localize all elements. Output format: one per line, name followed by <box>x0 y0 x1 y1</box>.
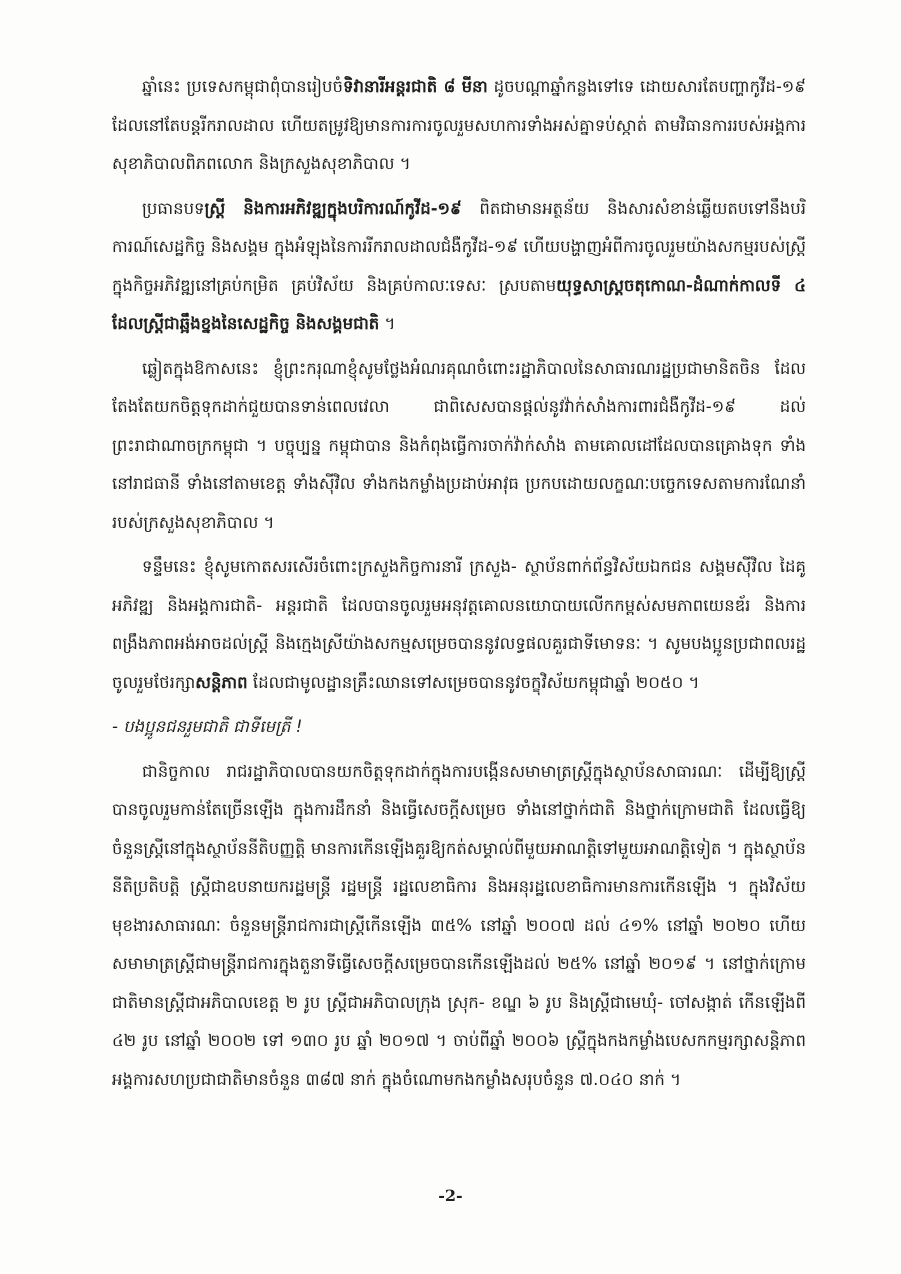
bold-text: ទិវានារីអន្តរជាតិ ៨ មីនា <box>342 77 488 96</box>
paragraph <box>112 753 806 1100</box>
bold-text: សន្តិភាព <box>195 672 248 692</box>
paragraph-text: ពិតជាមានអត្ថន័យ និងសារសំខាន់ឆ្លើយតបទៅនឹងបរិការណ៍សេដ្ឋកិច្ច និងសង្គម ក្នុងអំឡុងនៃការរីករាលដាលជំងឺកូវីដ-១៩ ហើយបង្ហាញអំពីការចូលរួមយ៉ាងសកម្មរបស់ស្ត្រីក្នុងកិច្ចអភិវឌ្ឍនៅគ្រប់កម្រិត គ្រប់វិស័យ និងគ្រប់កាលៈទេសៈ ស្របតាម <box>112 198 806 295</box>
paragraph-text: ឆ្នាំនេះ ប្រទេសកម្ពុជាពុំបានរៀបចំ <box>142 77 343 96</box>
paragraph-text: ដែលជាមូលដ្ឋានគ្រឹះឈានទៅសម្រេចបាននូវចក្ខុវិស័យកម្ពុជាឆ្នាំ ២០៥០ ។ <box>247 672 700 692</box>
paragraph-text: ទន្ទឹមនេះ ខ្ញុំសូមកោតសរសើរចំពោះក្រសួងកិច្ចការនារី ក្រសួង- ស្ថាប័នពាក់ព័ន្ធវិស័យឯកជន សង្គមស៊ីវិល ដៃគូអភិវឌ្ឍ និងអង្គការជាតិ- អន្តរជាតិ ដែលបានចូលរួមអនុវត្តគោលនយោបាយលើកកម្ពស់សមភាពយេនឌ័រ និងការពង្រឹងភាពអង់អាចដល់ស្ត្រី និងក្មេងស្រីយ៉ាងសកម្មសម្រេចបាននូវលទ្ធផលគួរជាទីមោទនៈ ។ សូមបងប្អូនប្រជាពលរដ្ឋចូលរួមថែរក្សា <box>112 557 806 692</box>
paragraph <box>112 190 806 344</box>
paragraph <box>112 548 806 702</box>
document-body-before <box>112 68 806 702</box>
paragraph-text: ឆ្លៀតក្នុងឱកាសនេះ ខ្ញុំព្រះករុណាខ្ញុំសូមថ្លែងអំណរគុណចំពោះរដ្ឋាភិបាលនៃសាធារណរដ្ឋប្រជាមានិតចិន ដែលតែងតែយកចិត្តទុកដាក់ជួយបានទាន់ពេលវេលា ជាពិសេសបានផ្តល់នូវវ៉ាក់សាំងការពារជំងឺកូវីដ-១៩ ដល់ព្រះរាជាណាចក្រកម្ពុជា ។ បច្ចុប្បន្ន កម្ពុជាបាន និងកំពុងធ្វើការចាក់វ៉ាក់សាំង តាមគោលដៅដែលបានគ្រោងទុក ទាំងនៅរាជធានី ទាំងនៅតាមខេត្ត ទាំងស៊ីវិល ទាំងកងកម្លាំងប្រដាប់អាវុធ ប្រកបដោយលក្ខណៈបច្ចេកទេសតាមការណែនាំរបស់ក្រសួងសុខាភិបាល ។ <box>112 358 806 532</box>
paragraph <box>112 350 806 543</box>
slogan: - បងប្អូនជនរួមជាតិ ជាទីមេត្រី ! <box>112 717 303 736</box>
bold-text: ស្ត្រី និងការអភិវឌ្ឍក្នុងបរិការណ៍កូវីដ-១៩ <box>204 198 462 218</box>
page-number: -2- <box>438 1186 463 1205</box>
paragraph-text: ។ <box>379 314 396 333</box>
bold-text: យុទ្ធសាស្ត្រចតុកោណ-ដំណាក់កាលទី ៤ ដែលស្ត្រីជាឆ្អឹងខ្នងនៃសេដ្ឋកិច្ច និងសង្គមជាតិ <box>112 275 806 333</box>
document-body-after <box>112 753 806 1100</box>
paragraph <box>112 68 806 184</box>
paragraph-text: ជានិច្ចកាល រាជរដ្ឋាភិបាលបានយកចិត្តទុកដាក់ក្នុងការបង្កើនសមាមាត្រស្ត្រីក្នុងស្ថាប័នសាធារណៈ ដើម្បីឱ្យស្ត្រីបានចូលរួមកាន់តែច្រើនឡើង ក្នុងការដឹកនាំ និងធ្វើសេចក្តីសម្រេច ទាំងនៅថ្នាក់ជាតិ និងថ្នាក់ក្រោមជាតិ ដែលធ្វើឱ្យចំនួនស្ត្រីនៅក្នុងស្ថាប័ននីតិបញ្ញត្តិ មានការកើនឡើងគួរឱ្យកត់សម្គាល់ពីមួយអាណត្តិទៅមួយអាណត្តិទៀត ។ ក្នុងស្ថាប័ននីតិប្រតិបត្តិ ស្ត្រីជាឧបនាយករដ្ឋមន្ត្រី រដ្ឋមន្ត្រី រដ្ឋលេខាធិការ និងអនុរដ្ឋលេខាធិការមានការកើនឡើង ។ ក្នុងវិស័យមុខងារសាធារណៈ ចំនួនមន្ត្រីរាជការជាស្ត្រីកើនឡើង ៣៥% នៅឆ្នាំ ២០០៧ ដល់ ៤១% នៅឆ្នាំ ២០២០ ហើយសមាមាត្រស្ត្រីជាមន្ត្រីរាជការក្នុងតួនាទីធ្វើសេចក្តីសម្រេចបានកើនឡើងដល់ ២៥% នៅឆ្នាំ ២០១៩ ។ នៅថ្នាក់ក្រោមជាតិមានស្ត្រីជាអភិបាលខេត្ត ២ រូប ស្ត្រីជាអភិបាលក្រុង ស្រុក- ខណ្ឌ ៦ រូប និងស្ត្រីជាមេឃុំ- ចៅសង្កាត់ កើនឡើងពី ៤២ រូប នៅឆ្នាំ ២០០២ ទៅ ១៣០ រូប ឆ្នាំ ២០១៧ ។ ចាប់ពីឆ្នាំ ២០០៦ ស្ត្រីក្នុងកងកម្លាំងបេសកកម្មរក្សាសន្តិភាពអង្គការសហប្រជាជាតិមានចំនួន ៣៨៧ នាក់ ក្នុងចំណោមកងកម្លាំងសរុបចំនួន ៧.០៤០ នាក់ ។ <box>112 761 806 1089</box>
paragraph-text: ដូចបណ្តាឆ្នាំកន្លងទៅទេ ដោយសារតែបញ្ហាកូវីដ-១៩ ដែលនៅតែបន្តរីករាលដាល ហើយតម្រូវឱ្យមានការការចូលរួមសហការទាំងអស់គ្នាទប់ស្កាត់ តាមវិធានការរបស់អង្គការសុខាភិបាលពិភពលោក និងក្រសួងសុខាភិបាល ។ <box>112 77 806 173</box>
paragraph-text: ប្រធានបទ <box>142 198 205 218</box>
